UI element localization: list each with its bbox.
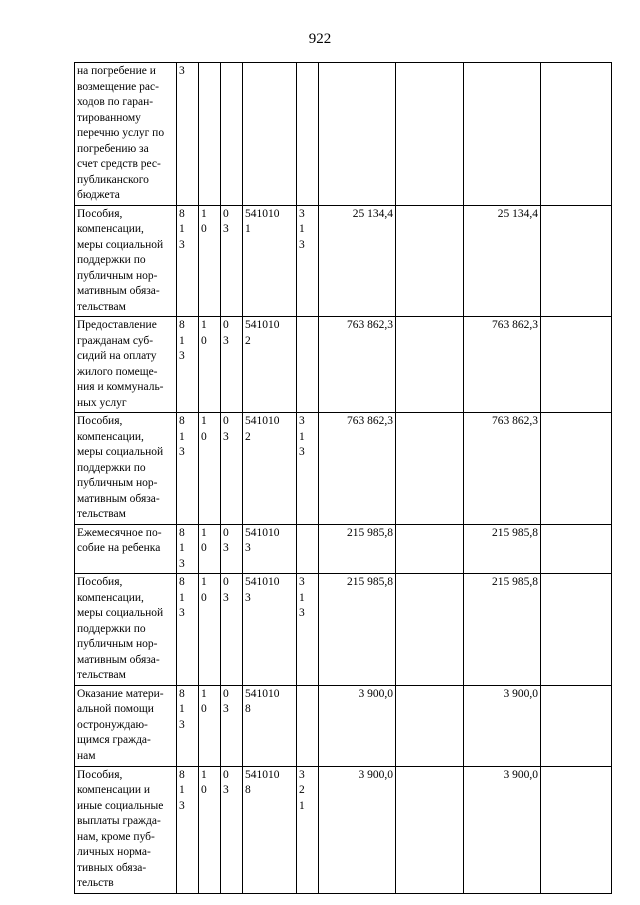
subsection-code-line: 0 — [223, 687, 229, 700]
row-description-line: гражданам суб- — [77, 334, 154, 347]
amount-total: 763 862,3 — [319, 317, 396, 413]
row-description-line: ния и коммуналь- — [77, 381, 164, 393]
amount-col4 — [541, 205, 612, 317]
ministry-code — [177, 524, 199, 574]
subsection-code — [221, 574, 243, 686]
ministry-code-line: 8 — [179, 526, 185, 539]
row-description — [75, 317, 177, 413]
row-description-line: публичным нор- — [77, 269, 158, 282]
ministry-code — [177, 317, 199, 413]
target-article-code — [243, 766, 297, 893]
amount-col4 — [541, 574, 612, 686]
amount-total: 215 985,8 — [319, 574, 396, 686]
ministry-code-line: 8 — [179, 687, 185, 700]
section-code-line: 1 — [201, 526, 207, 539]
section-code-line: 0 — [201, 430, 207, 443]
expense-type-code-line: 2 — [299, 784, 305, 796]
subsection-code-line: 0 — [223, 415, 229, 427]
table-row — [75, 524, 612, 574]
expense-type-code-line: 1 — [299, 591, 305, 604]
section-code-line: 1 — [201, 687, 207, 700]
amount-total: 25 134,4 — [319, 205, 396, 317]
section-code — [199, 685, 221, 766]
row-description-line: компенсации, — [77, 223, 144, 235]
section-code-line: 1 — [201, 207, 207, 220]
section-code-line: 1 — [201, 576, 207, 588]
ministry-code-line: 8 — [179, 207, 185, 220]
row-description-line: сидий на оплату — [77, 350, 157, 362]
target-article-code — [243, 205, 297, 317]
amount-col2 — [396, 574, 464, 686]
row-description-line: компенсации, — [77, 591, 144, 604]
amount-total: 3 900,0 — [319, 766, 396, 893]
target-article-code-line: 8 — [245, 784, 251, 796]
subsection-code — [221, 766, 243, 893]
amount-col3: 215 985,8 — [464, 574, 541, 686]
expense-type-code-line: 3 — [299, 446, 305, 458]
ministry-code-line: 3 — [179, 350, 185, 362]
ministry-code — [177, 574, 199, 686]
section-code — [199, 413, 221, 525]
row-description-line: меры социальной — [77, 446, 164, 458]
target-article-code-line: 3 — [245, 542, 251, 554]
expense-type-code — [297, 205, 319, 317]
subsection-code-line: 0 — [223, 526, 229, 539]
row-description-line: Оказание матери- — [77, 687, 164, 700]
row-description-line: счет средств рес- — [77, 158, 161, 170]
ministry-code-line: 3 — [179, 607, 185, 619]
target-article-code-line: 541010 — [245, 207, 280, 220]
amount-col3: 763 862,3 — [464, 317, 541, 413]
row-description-line: мативным обяза- — [77, 653, 160, 666]
row-description-line: мативным обяза- — [77, 492, 160, 505]
row-description-line: тельствам — [77, 300, 126, 313]
expense-type-code-line: 3 — [299, 576, 305, 588]
budget-table — [74, 62, 612, 894]
section-code-line: 0 — [201, 591, 207, 604]
amount-total: 215 985,8 — [319, 524, 396, 574]
row-description — [75, 574, 177, 686]
table-row — [75, 766, 612, 893]
row-description-line: мативным обяза- — [77, 285, 160, 297]
ministry-code-line: 1 — [179, 784, 185, 796]
row-description-line: иные социальные — [77, 799, 164, 812]
amount-col4 — [541, 685, 612, 766]
table-row — [75, 685, 612, 766]
amount-col2 — [396, 205, 464, 317]
row-description-line: жилого помеще- — [77, 365, 158, 378]
expense-type-code — [297, 685, 319, 766]
row-description-line: Предоставление — [77, 319, 157, 331]
row-description-line: компенсации, — [77, 430, 144, 443]
ministry-code-line: 3 — [179, 65, 185, 77]
amount-col4 — [541, 63, 612, 206]
ministry-code — [177, 205, 199, 317]
section-code — [199, 205, 221, 317]
section-code-line: 0 — [201, 334, 207, 347]
expense-type-code-line: 3 — [299, 415, 305, 427]
section-code — [199, 63, 221, 206]
row-description-line: нам, кроме пуб- — [77, 830, 155, 843]
expense-type-code-line: 3 — [299, 768, 305, 781]
row-description-line: тельствам — [77, 669, 126, 681]
subsection-code-line: 3 — [223, 542, 229, 554]
amount-col2 — [396, 317, 464, 413]
target-article-code-line: 541010 — [245, 319, 280, 331]
table-row — [75, 63, 612, 206]
section-code-line: 1 — [201, 319, 207, 331]
table-body — [75, 63, 612, 894]
subsection-code — [221, 205, 243, 317]
ministry-code-line: 1 — [179, 334, 185, 347]
target-article-code-line: 541010 — [245, 576, 280, 588]
expense-type-code-line: 3 — [299, 607, 305, 619]
amount-col3: 25 134,4 — [464, 205, 541, 317]
amount-col2 — [396, 63, 464, 206]
subsection-code — [221, 413, 243, 525]
expense-type-code-line: 1 — [299, 799, 305, 812]
ministry-code — [177, 766, 199, 893]
row-description-line: ных услуг — [77, 396, 127, 409]
ministry-code-line: 3 — [179, 557, 185, 570]
ministry-code — [177, 63, 199, 206]
row-description-line: поддержки по — [77, 461, 146, 474]
target-article-code-line: 541010 — [245, 415, 280, 427]
page-number: 922 — [308, 31, 332, 47]
expense-type-code — [297, 317, 319, 413]
expense-type-code-line: 1 — [299, 223, 305, 235]
row-description-line: тельств — [77, 877, 114, 889]
ministry-code — [177, 685, 199, 766]
ministry-code-line: 1 — [179, 430, 185, 443]
target-article-code — [243, 317, 297, 413]
row-description-line: ходов по гаран- — [77, 96, 154, 108]
ministry-code-line: 1 — [179, 591, 185, 604]
section-code-line: 0 — [201, 784, 207, 796]
subsection-code — [221, 524, 243, 574]
amount-col2 — [396, 766, 464, 893]
amount-col4 — [541, 766, 612, 893]
amount-col3 — [464, 63, 541, 206]
amount-col4 — [541, 413, 612, 525]
row-description-line: Пособия, — [77, 768, 123, 781]
row-description — [75, 63, 177, 206]
row-description-line: Ежемесячное по- — [77, 526, 162, 539]
row-description — [75, 413, 177, 525]
ministry-code-line: 3 — [179, 799, 185, 812]
amount-total — [319, 63, 396, 206]
expense-type-code — [297, 413, 319, 525]
target-article-code — [243, 685, 297, 766]
expense-type-code-line: 3 — [299, 207, 305, 220]
amount-total: 3 900,0 — [319, 685, 396, 766]
target-article-code-line: 1 — [245, 223, 251, 235]
subsection-code-line: 0 — [223, 768, 229, 781]
section-code-line: 0 — [201, 223, 207, 235]
row-description-line: Пособия, — [77, 576, 123, 588]
ministry-code-line: 8 — [179, 768, 185, 781]
subsection-code — [221, 685, 243, 766]
row-description-line: бюджета — [77, 189, 120, 201]
section-code-line: 1 — [201, 768, 207, 781]
expense-type-code — [297, 524, 319, 574]
amount-col3: 3 900,0 — [464, 685, 541, 766]
row-description-line: собие на ребенка — [77, 542, 161, 554]
row-description-line: альной помощи — [77, 703, 154, 715]
subsection-code-line: 3 — [223, 591, 229, 604]
amount-col3: 763 862,3 — [464, 413, 541, 525]
ministry-code-line: 3 — [179, 446, 185, 458]
row-description-line: личных норма- — [77, 846, 151, 858]
expense-type-code-line: 1 — [299, 430, 305, 443]
section-code-line: 0 — [201, 703, 207, 715]
ministry-code-line: 8 — [179, 415, 185, 427]
ministry-code-line: 3 — [179, 718, 185, 731]
row-description-line: погребению за — [77, 142, 149, 155]
row-description-line: тированному — [77, 111, 141, 124]
subsection-code-line: 3 — [223, 703, 229, 715]
row-description-line: Пособия, — [77, 207, 123, 220]
section-code — [199, 524, 221, 574]
target-article-code-line: 2 — [245, 430, 251, 443]
expense-type-code — [297, 766, 319, 893]
row-description-line: компенсации и — [77, 784, 151, 796]
amount-col2 — [396, 524, 464, 574]
row-description-line: поддержки по — [77, 254, 146, 266]
row-description-line: поддержки по — [77, 622, 146, 635]
section-code — [199, 766, 221, 893]
target-article-code-line: 541010 — [245, 768, 280, 781]
expense-type-code — [297, 63, 319, 206]
row-description-line: меры социальной — [77, 238, 164, 251]
subsection-code-line: 3 — [223, 784, 229, 796]
subsection-code-line: 3 — [223, 334, 229, 347]
section-code — [199, 574, 221, 686]
ministry-code-line: 8 — [179, 576, 185, 588]
row-description-line: на погребение и — [77, 65, 156, 77]
row-description-line: меры социальной — [77, 607, 164, 619]
ministry-code-line: 1 — [179, 223, 185, 235]
section-code — [199, 317, 221, 413]
subsection-code-line: 0 — [223, 576, 229, 588]
amount-col3: 215 985,8 — [464, 524, 541, 574]
subsection-code-line: 0 — [223, 207, 229, 220]
section-code-line: 1 — [201, 415, 207, 427]
ministry-code-line: 1 — [179, 542, 185, 554]
amount-col2 — [396, 413, 464, 525]
amount-col4 — [541, 524, 612, 574]
target-article-code — [243, 413, 297, 525]
target-article-code-line: 2 — [245, 334, 251, 347]
row-description-line: тельствам — [77, 508, 126, 520]
ministry-code-line: 1 — [179, 703, 185, 715]
table-row — [75, 205, 612, 317]
subsection-code — [221, 317, 243, 413]
ministry-code-line: 8 — [179, 319, 185, 331]
row-description-line: тивных обяза- — [77, 861, 147, 874]
expense-type-code-line: 3 — [299, 238, 305, 251]
row-description-line: щимся гражда- — [77, 734, 151, 746]
subsection-code-line: 3 — [223, 430, 229, 443]
ministry-code — [177, 413, 199, 525]
row-description-line: Пособия, — [77, 415, 123, 427]
target-article-code — [243, 63, 297, 206]
table-row — [75, 317, 612, 413]
row-description — [75, 524, 177, 574]
amount-col4 — [541, 317, 612, 413]
table-row — [75, 413, 612, 525]
ministry-code-line: 3 — [179, 238, 185, 251]
subsection-code — [221, 63, 243, 206]
row-description — [75, 766, 177, 893]
target-article-code-line: 541010 — [245, 687, 280, 700]
row-description-line: публичным нор- — [77, 638, 158, 650]
row-description — [75, 205, 177, 317]
section-code-line: 0 — [201, 542, 207, 554]
target-article-code-line: 541010 — [245, 526, 280, 539]
row-description-line: публиканского — [77, 173, 149, 186]
row-description — [75, 685, 177, 766]
target-article-code — [243, 574, 297, 686]
row-description-line: выплаты гражда- — [77, 815, 161, 827]
table-row — [75, 574, 612, 686]
row-description-line: нам — [77, 749, 96, 762]
row-description-line: публичным нор- — [77, 477, 158, 489]
row-description-line: перечню услуг по — [77, 127, 165, 139]
amount-col3: 3 900,0 — [464, 766, 541, 893]
target-article-code — [243, 524, 297, 574]
expense-type-code — [297, 574, 319, 686]
target-article-code-line: 8 — [245, 703, 251, 715]
amount-total: 763 862,3 — [319, 413, 396, 525]
target-article-code-line: 3 — [245, 591, 251, 604]
subsection-code-line: 3 — [223, 223, 229, 235]
row-description-line: остронуждаю- — [77, 718, 148, 731]
subsection-code-line: 0 — [223, 319, 229, 331]
amount-col2 — [396, 685, 464, 766]
row-description-line: возмещение рас- — [77, 80, 159, 93]
